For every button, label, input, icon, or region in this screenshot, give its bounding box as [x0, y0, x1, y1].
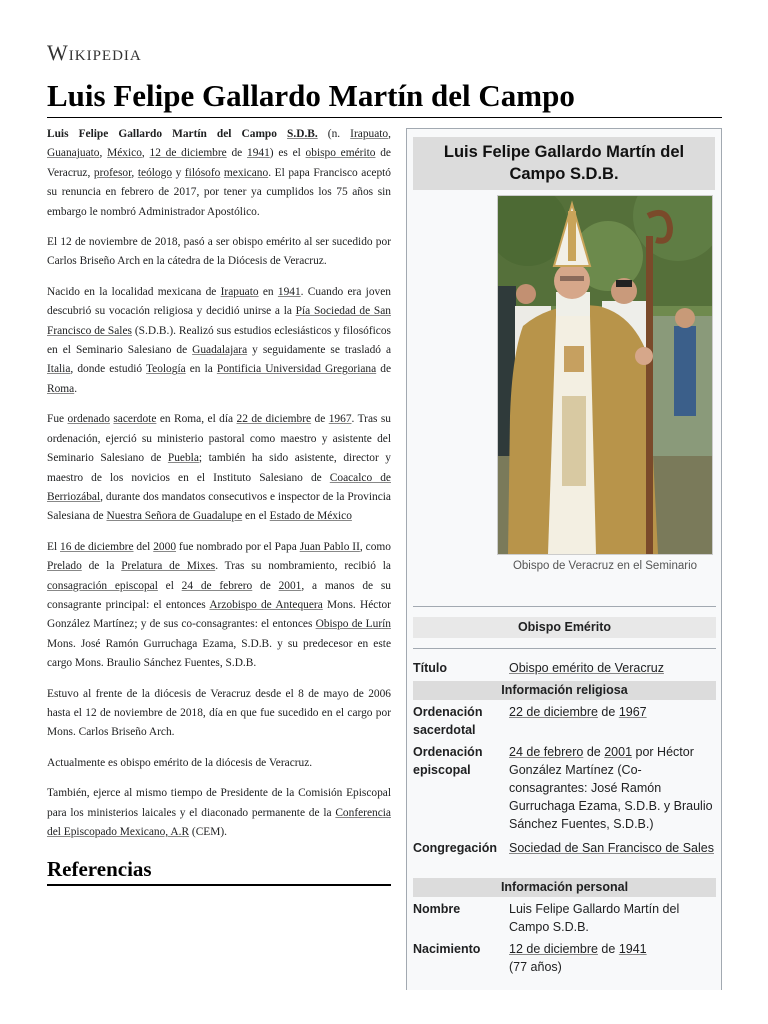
link-nac-year[interactable]: 1941	[618, 942, 647, 956]
link-pia-sociedad[interactable]: Pía Sociedad de San Francisco de Sales	[47, 305, 391, 337]
page-title: Luis Felipe Gallardo Martín del Campo	[47, 78, 575, 113]
link-teologia[interactable]: Teología	[145, 363, 186, 376]
paragraph-intro: Luis Felipe Gallardo Martín del Campo S.D.B. (n. Irapuato, Guanajuato, México, 12 de diciembre de 1941) es el obispo emérito de Veracruz, profesor, teólogo y filósofo mexicano. El papa Francisco aceptó su renuncia en febrero de 2017, por tener ya cumplidos los 75 años sin embargo le nombró Administrador Apostólico.	[47, 128, 391, 218]
article-body	[47, 125, 391, 886]
infobox-subtitle: Obispo Emérito	[413, 617, 716, 638]
link-titulo[interactable]: Obispo emérito de Veracruz	[509, 661, 664, 675]
label-ordenacion-episcopal: Ordenación episcopal	[413, 745, 483, 777]
link-prelado[interactable]: Prelado	[47, 560, 82, 573]
link-2001[interactable]: 2001	[278, 579, 302, 592]
link-italia[interactable]: Italia	[47, 363, 71, 376]
row-congregacion	[413, 839, 719, 857]
link-roma[interactable]: Roma	[47, 382, 75, 395]
link-arzobispo-antequera[interactable]: Arzobispo de Antequera	[209, 598, 323, 611]
link-ord-epi-date[interactable]: 24 de febrero	[509, 745, 584, 759]
paragraph-8: También, ejerce al mismo tiempo de Presidente de la Comisión Episcopal para los ministerios laicales y el diaconado permanente de la Conferencia del Episcopado Mexicano, A.R (CEM).	[47, 787, 391, 838]
article-subject: Luis Felipe Gallardo Martín del Campo	[47, 128, 277, 140]
bishop-photo-illustration	[498, 196, 712, 554]
link-obispo-lurin[interactable]: Obispo de Lurín	[315, 618, 391, 631]
link-nuestra-senora[interactable]: Nuestra Señora de Guadalupe	[106, 510, 243, 523]
link-mexico[interactable]: México	[107, 147, 142, 160]
link-puebla[interactable]: Puebla	[167, 452, 199, 465]
photo-caption: Obispo de Veracruz en el Seminario	[512, 560, 698, 572]
row-ordenacion-sacerdotal: Ordenación sacerdotal 22 de diciembre de 1967	[413, 705, 647, 737]
link-22-diciembre[interactable]: 22 de diciembre	[236, 413, 312, 426]
link-ord-sac-date[interactable]: 22 de diciembre	[509, 705, 598, 719]
link-filosofo[interactable]: filósofo	[184, 166, 221, 179]
link-16-diciembre[interactable]: 16 de diciembre	[60, 540, 134, 553]
label-congregacion: Congregación	[413, 841, 498, 855]
references-heading: Referencias	[47, 860, 391, 885]
link-guanajuato[interactable]: Guanajuato	[47, 147, 100, 160]
section-informacion-personal: Información personal	[413, 878, 716, 897]
infobox-divider	[413, 648, 716, 649]
link-1967[interactable]: 1967	[328, 413, 352, 426]
row-ordenacion-episcopal: Ordenación episcopal 24 de febrero de 2001 por Héctor González Martínez (Co-consagrantes: José Ramón Gurruchaga Ezama, S.D.B. y Braulio Sánchez Fuentes, S.D.B.)	[413, 745, 713, 831]
link-coacalco[interactable]: Coacalco de Berriozábal	[47, 471, 391, 503]
value-nombre: Luis Felipe Gallardo Martín del Campo S.D.B.	[509, 902, 680, 934]
link-nac-date[interactable]: 12 de diciembre	[509, 942, 598, 956]
link-teologo[interactable]: teólogo	[137, 166, 173, 179]
infobox	[406, 128, 722, 990]
row-nombre	[413, 900, 719, 936]
link-guadalajara[interactable]: Guadalajara	[192, 344, 248, 357]
paragraph-4: Fue ordenado sacerdote en Roma, el día 22 de diciembre de 1967. Tras su ordenación, ejerció su ministerio pastoral como maestro y asistente del Seminario Salesiano de Puebla; también ha sido asistente, director y maestro de los novicios en el Instituto Salesiano de Coacalco de Berriozábal, durante dos mandatos consecutivos e inspector de la Provincia Salesiana de Nuestra Señora de Guadalupe en el Estado de México	[47, 413, 391, 523]
link-congregacion[interactable]: Sociedad de San Francisco de Sales	[509, 841, 714, 855]
link-irapuato[interactable]: Irapuato	[350, 128, 389, 140]
link-pontificia[interactable]: Pontificia Universidad Gregoriana	[216, 363, 377, 376]
section-informacion-religiosa: Información religiosa	[413, 681, 716, 700]
link-1941[interactable]: 1941	[277, 285, 301, 298]
link-estado-mexico[interactable]: Estado de México	[269, 510, 352, 523]
link-profesor[interactable]: profesor	[93, 166, 132, 179]
label-titulo: Título	[413, 661, 448, 675]
paragraph-7: Actualmente es obispo emérito de la diócesis de Veracruz.	[47, 756, 313, 769]
link-birth-date[interactable]: 12 de diciembre	[149, 147, 227, 160]
paragraph-3: Nacido en la localidad mexicana de Irapuato en 1941. Cuando era joven descubrió su vocación religiosa y decidió unirse a la Pía Sociedad de San Francisco de Sales (S.D.B.). Realizó sus estudios eclesiásticos y filosóficos en el Seminario Salesiano de Guadalajara y seguidamente se trasladó a Italia, donde estudió Teología en la Pontificia Universidad Gregoriana de Roma.	[47, 285, 392, 395]
label-nacimiento: Nacimiento	[413, 942, 481, 956]
link-cem[interactable]: Conferencia del Episcopado Mexicano, A.R	[47, 806, 391, 838]
paragraph-5: El 16 de diciembre del 2000 fue nombrado por el Papa Juan Pablo II, como Prelado de la Prelatura de Mixes. Tras su nombramiento, recibió la consagración episcopal el 24 de febrero de 2001, a manos de su consagrante principal: el entonces Arzobispo de Antequera Mons. Héctor González Martínez; y de sus co-consagrantes: el entonces Obispo de Lurín Mons. José Ramón Gurruchaga Ezama, S.D.B. y su predecesor en este cargo Mons. Braulio Sánchez Fuentes, S.D.B.	[47, 540, 391, 670]
link-mexicano[interactable]: mexicano	[223, 166, 269, 179]
wikipedia-wordmark: Wikipedia	[47, 40, 142, 65]
bishop-photo[interactable]	[497, 195, 713, 555]
paragraph-6: Estuvo al frente de la diócesis de Veracruz desde el 8 de mayo de 2006 hasta el 12 de noviembre de 2018, día en que fue sucedido en el cargo por Mons. Carlos Briseño Arch.	[47, 687, 391, 739]
link-prelatura-mixes[interactable]: Prelatura de Mixes	[121, 560, 216, 573]
row-titulo	[413, 659, 719, 677]
link-obispo-emerito[interactable]: obispo emérito	[305, 147, 376, 160]
paragraph-2: El 12 de noviembre de 2018, pasó a ser obispo emérito al ser sucedido por Carlos Briseño Arch en la cátedra de la Diócesis de Veracruz.	[47, 236, 391, 268]
link-ordenado[interactable]: ordenado	[67, 413, 110, 426]
link-2000[interactable]: 2000	[153, 540, 177, 553]
row-nacimiento: Nacimiento 12 de diciembre de 1941 (77 años)	[413, 942, 647, 974]
link-irapuato-2[interactable]: Irapuato	[220, 285, 259, 298]
link-consagracion[interactable]: consagración episcopal	[47, 579, 158, 592]
infobox-title: Luis Felipe Gallardo Martín del Campo S.D.B.	[413, 137, 715, 190]
link-juan-pablo-ii[interactable]: Juan Pablo II	[299, 540, 360, 553]
link-birth-year[interactable]: 1941	[247, 147, 270, 160]
label-ordenacion-sacerdotal: Ordenación sacerdotal	[413, 705, 483, 737]
value-age: (77 años)	[509, 960, 562, 974]
link-24-febrero[interactable]: 24 de febrero	[181, 579, 253, 592]
link-ord-sac-year[interactable]: 1967	[618, 705, 647, 719]
title-divider	[47, 117, 722, 118]
link-sacerdote[interactable]: sacerdote	[113, 413, 157, 426]
link-ord-epi-year[interactable]: 2001	[604, 745, 633, 759]
link-sdb[interactable]: S.D.B.	[287, 128, 318, 140]
label-nombre: Nombre	[413, 902, 461, 916]
infobox-divider	[413, 606, 716, 607]
